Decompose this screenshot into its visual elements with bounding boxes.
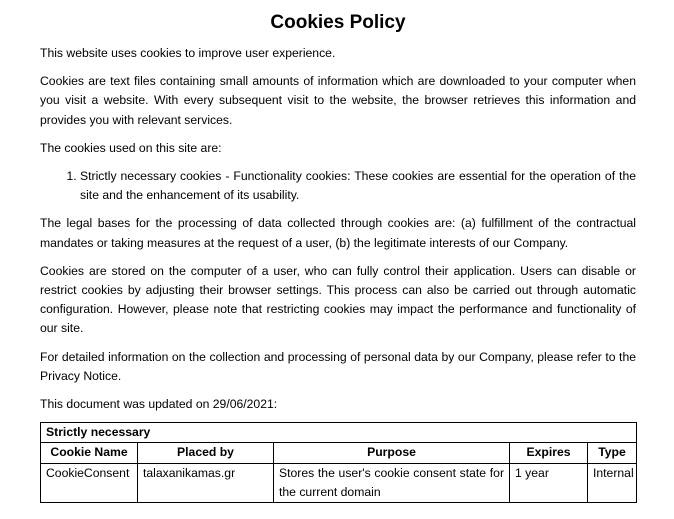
page-title: Cookies Policy	[270, 12, 406, 33]
privacy-notice-paragraph: For detailed information on the collection and processing of personal data by our Company, please refer to the Privacy Notice.	[40, 349, 636, 383]
cell-purpose: Stores the user's cookie consent state for the current domain	[274, 463, 510, 502]
table-section-row	[41, 423, 637, 443]
cell-placed-by: talaxanikamas.gr	[138, 463, 274, 502]
table-section-title: Strictly necessary	[41, 423, 637, 443]
document-page	[40, 10, 636, 503]
cookie-control-paragraph: Cookies are stored on the computer of a user, who can fully control their application. Users can disable or restrict cookies by adjusting their browser settings. This process can also be carried out through automatic configuration. However, please note that restricting cookies may impact the performance and functionality of our site.	[40, 263, 636, 336]
cell-type: Internal	[588, 463, 637, 502]
updated-date-paragraph: This document was updated on 29/06/2021:	[40, 397, 278, 412]
column-header-type: Type	[588, 443, 637, 463]
intro-paragraph: This website uses cookies to improve user experience.	[40, 46, 336, 60]
cookie-types-list	[40, 167, 636, 205]
cookies-table	[40, 422, 637, 503]
cookies-definition-paragraph: Cookies are text files containing small amounts of information which are downloaded to your computer when you visit a website. With every subsequent visit to the website, the browser retrieves this information and provides you with relevant services.	[40, 74, 636, 127]
cookies-used-paragraph: The cookies used on this site are:	[40, 140, 222, 155]
list-item: 1. Strictly necessary cookies - Functionality cookies: These cookies are essential for the operation of the site and the enhancement of its usability.	[80, 167, 636, 205]
cell-cookie-name: CookieConsent	[41, 463, 138, 502]
column-header-cookie-name: Cookie Name	[41, 443, 138, 463]
column-header-placed-by: Placed by	[138, 443, 274, 463]
table-header-row	[41, 443, 637, 463]
column-header-purpose: Purpose	[274, 443, 510, 463]
legal-bases-paragraph: The legal bases for the processing of data collected through cookies are: (a) fulfillment of the contractual mandates or taking measures at the request of a user, (b) the legitimate interests of our Company.	[40, 216, 636, 250]
column-header-expires: Expires	[510, 443, 588, 463]
table-row	[41, 463, 637, 502]
cell-expires: 1 year	[510, 463, 588, 502]
